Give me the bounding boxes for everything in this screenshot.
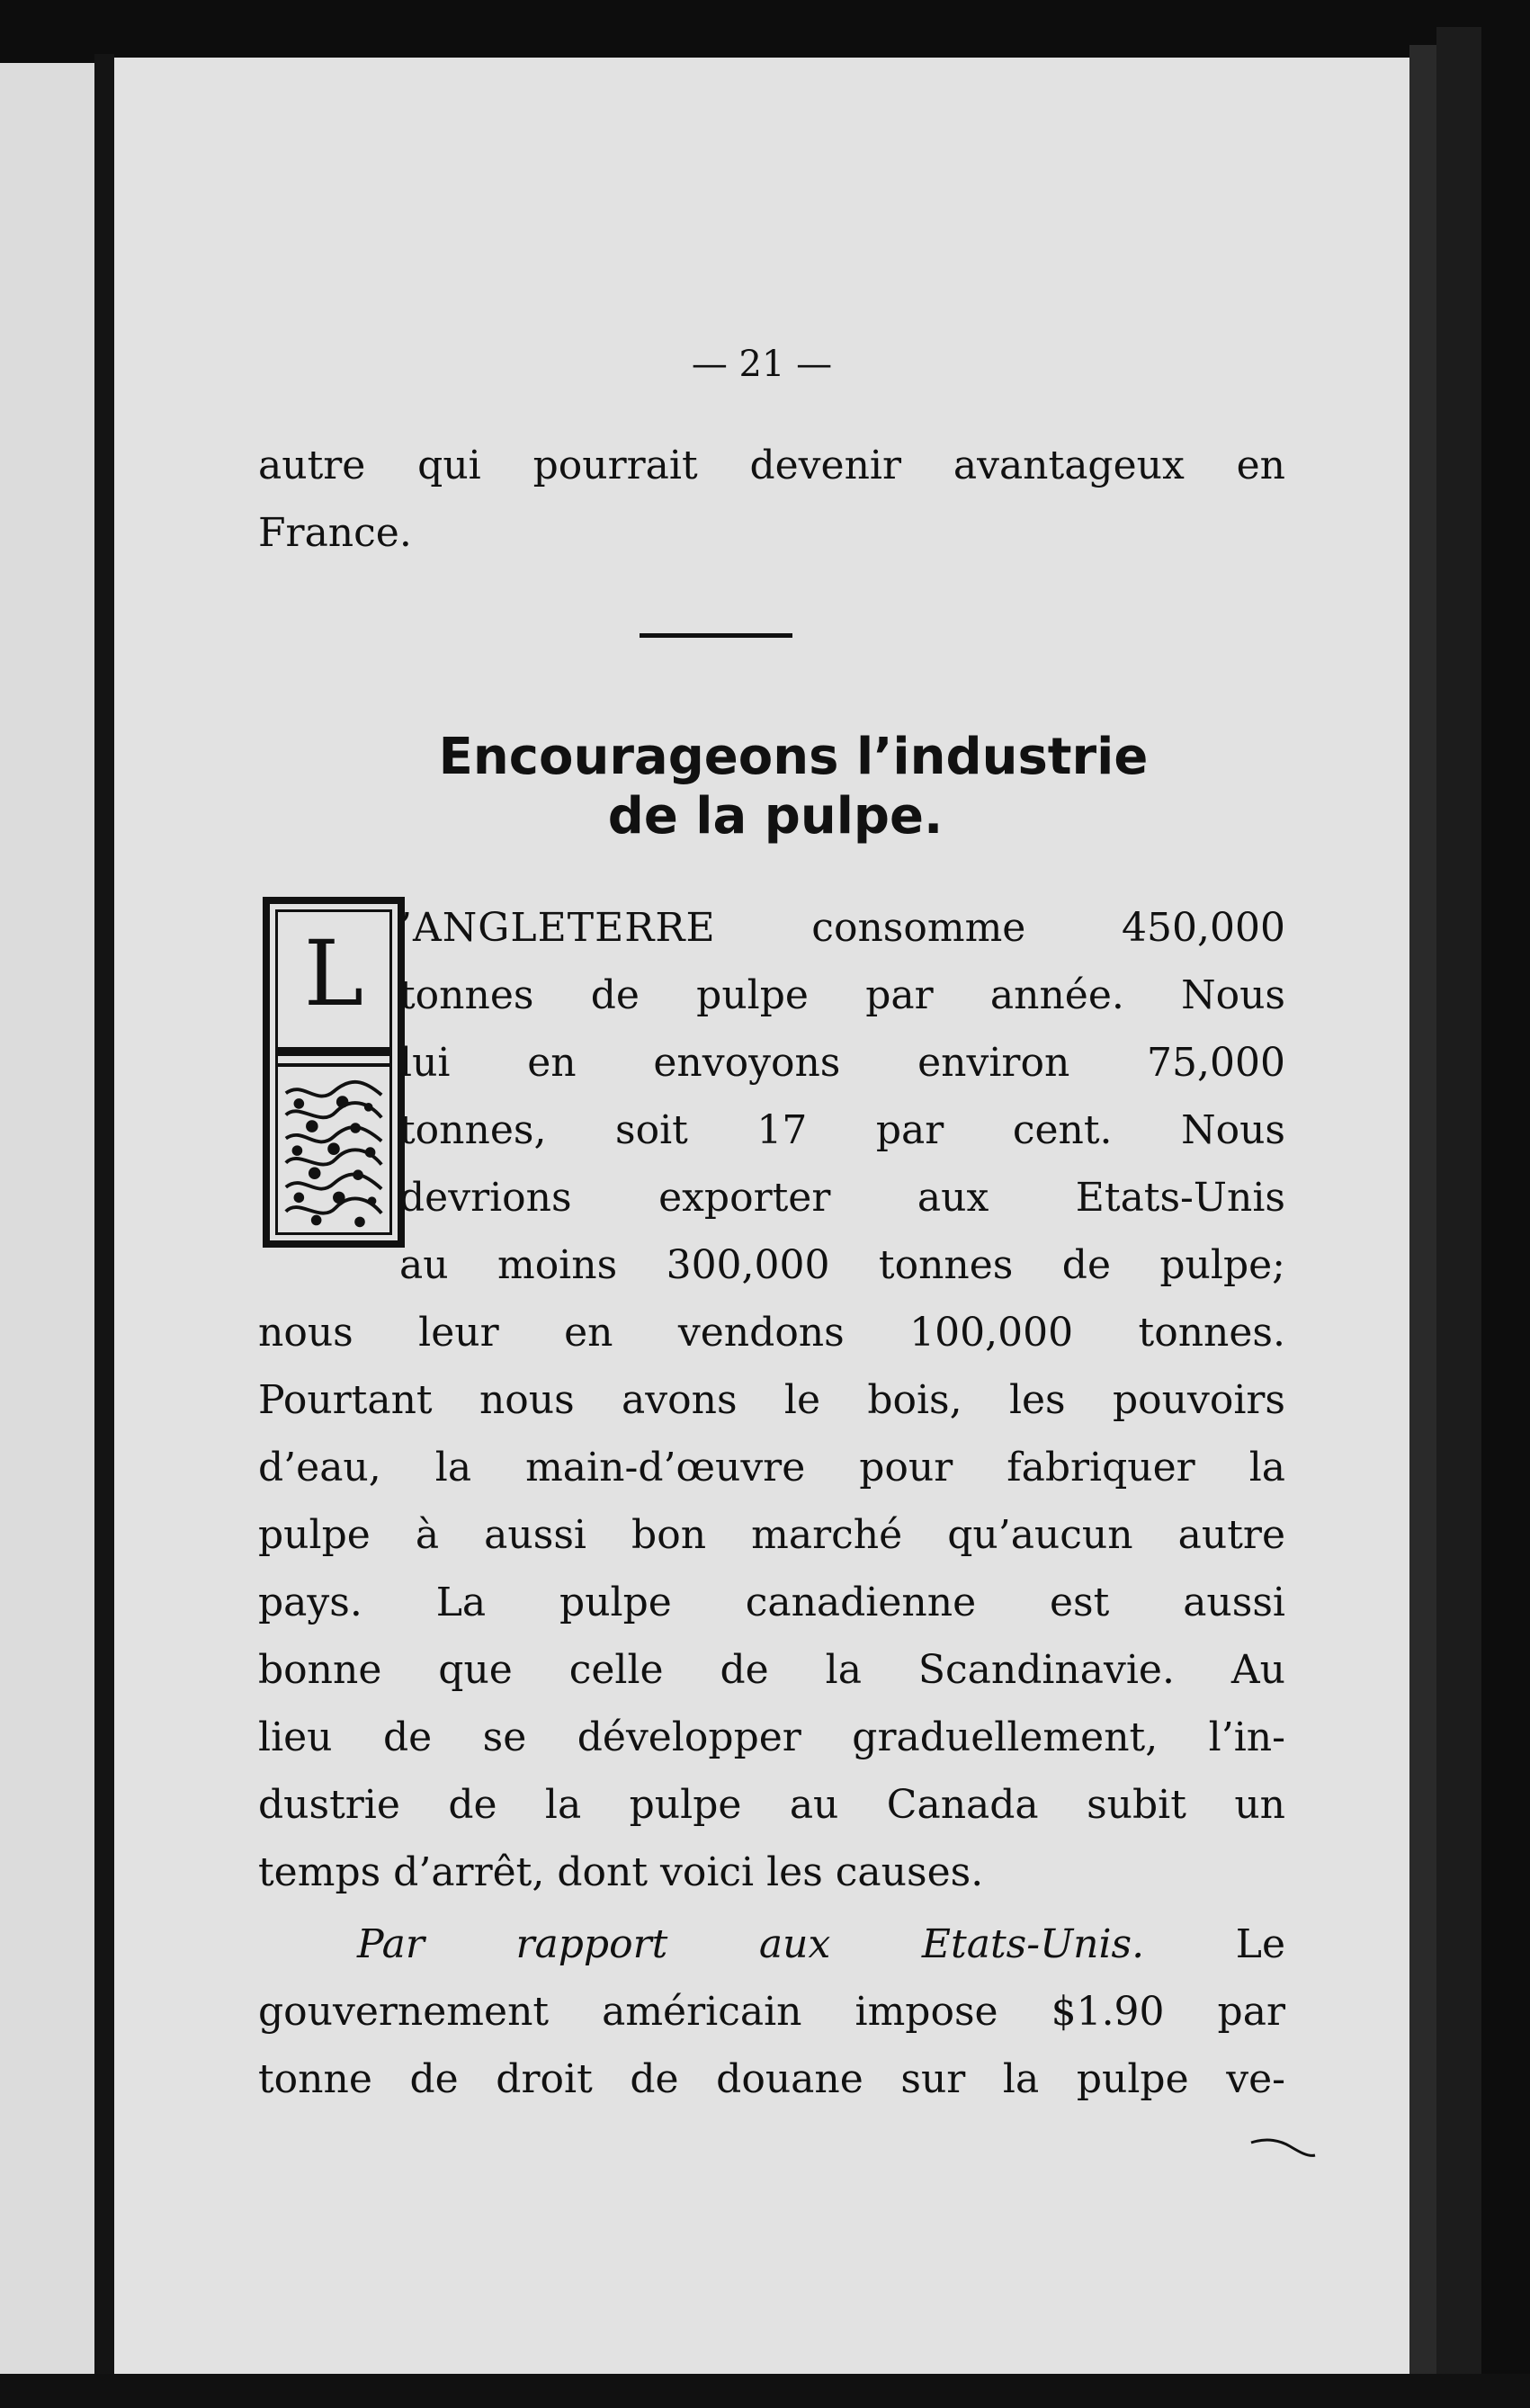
text-run: consomme 450,000 bbox=[715, 905, 1285, 951]
section-heading bbox=[114, 728, 1373, 846]
catchword-flourish-icon bbox=[1249, 2135, 1317, 2162]
text-line: nous leur en vendons 100,000 tonnes. bbox=[258, 1310, 1285, 1356]
drop-cap-indented-lines bbox=[258, 894, 1285, 1299]
text-line: dustrie de la pulpe au Canada subit un bbox=[258, 1782, 1285, 1828]
text-line: Pourtant nous avons le bois, les pouvoirs bbox=[258, 1377, 1285, 1423]
book-spine bbox=[94, 54, 114, 2393]
text-line: gouvernement américain impose $1.90 par bbox=[258, 1989, 1285, 2035]
italic-lead-phrase: Par rapport aux Etats-Unis. bbox=[357, 1921, 1145, 1967]
small-caps-opening-word: ’ANGLETERRE bbox=[399, 905, 716, 951]
text-line: tonnes de pulpe par année. Nous bbox=[399, 972, 1285, 1018]
text-line: pays. La pulpe canadienne est aussi bbox=[258, 1580, 1285, 1625]
text-line: lui en envoyons environ 75,000 bbox=[399, 1040, 1285, 1086]
paragraph-etats-unis bbox=[258, 1911, 1285, 2113]
text-line: lieu de se développer graduellement, l’in- bbox=[258, 1714, 1285, 1760]
heading-line-1: Encourageons l’industrie bbox=[438, 728, 1149, 786]
page-edge-shadow bbox=[1409, 45, 1436, 2384]
text-line: autre qui pourrait devenir avantageux en bbox=[258, 443, 1285, 488]
text-line: tonne de droit de douane sur la pulpe ve- bbox=[258, 2056, 1285, 2102]
section-divider-rule bbox=[640, 633, 792, 638]
text-line: tonnes, soit 17 par cent. Nous bbox=[399, 1107, 1285, 1153]
text-line: au moins 300,000 tonnes de pulpe; bbox=[399, 1242, 1285, 1288]
drop-cap-letter: L bbox=[303, 921, 364, 1026]
text-line: bonne que celle de la Scandinavie. Au bbox=[258, 1647, 1285, 1693]
book-page bbox=[114, 58, 1409, 2374]
text-line: temps d’arrêt, dont voici les causes. bbox=[258, 1849, 984, 1895]
facing-page-edge bbox=[0, 63, 94, 2375]
continued-paragraph bbox=[258, 432, 1285, 567]
text-run: Le bbox=[1144, 1921, 1285, 1967]
book-cover-edge bbox=[1436, 27, 1481, 2402]
heading-line-2: de la pulpe. bbox=[607, 787, 944, 846]
text-line: France. bbox=[258, 510, 412, 556]
scan-bottom-border bbox=[0, 2374, 1530, 2408]
paragraph-pulpe-england bbox=[258, 894, 1285, 1906]
text-line: devrions exporter aux Etats-Unis bbox=[399, 1175, 1285, 1221]
text-line bbox=[258, 1911, 1285, 1978]
text-line: pulpe à aussi bon marché qu’aucun autre bbox=[258, 1512, 1285, 1558]
text-line bbox=[399, 894, 1285, 962]
page-number: — 21 — bbox=[691, 344, 833, 385]
text-line: d’eau, la main-d’œuvre pour fabriquer la bbox=[258, 1445, 1285, 1490]
